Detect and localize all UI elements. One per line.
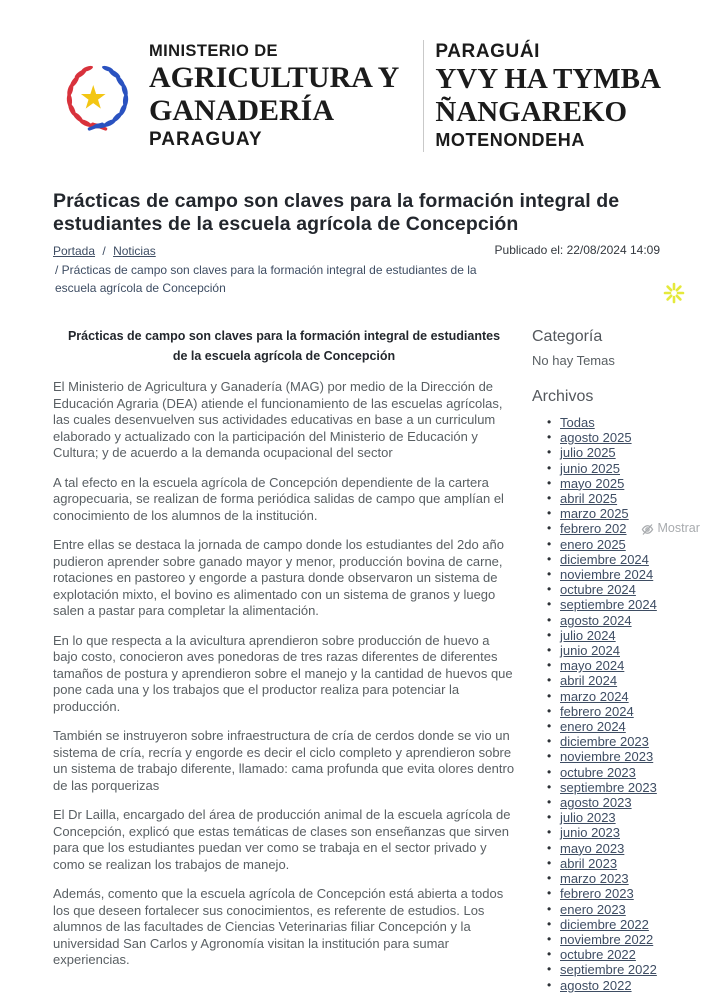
archive-list-item [547, 947, 707, 962]
archive-list-item [547, 491, 707, 506]
archive-link[interactable]: febrero 2023 [560, 886, 634, 902]
article-heading: Prácticas de campo son claves para la formación integral de estudiantes de la escuela agrícola de Concepción [67, 329, 501, 363]
archive-list-item [547, 597, 707, 612]
archive-list-item [547, 567, 707, 582]
archive-list-item [547, 506, 707, 521]
brand-line: PARAGUÁI [435, 41, 541, 63]
breadcrumb-link-noticias[interactable]: Noticias [113, 244, 156, 259]
archive-list-item [547, 430, 707, 445]
archive-list-item [547, 537, 707, 552]
archives-list [547, 415, 707, 993]
archive-list-item [547, 643, 707, 658]
archive-link[interactable]: julio 2025 [560, 445, 616, 461]
laurel-wreath-star-icon [55, 51, 140, 141]
archive-list-item [547, 825, 707, 840]
archive-link[interactable]: mayo 2025 [560, 475, 625, 491]
archive-list-item [547, 552, 707, 567]
article-paragraph: El Ministerio de Agricultura y Ganadería (MAG) por medio de la Dirección de Educación Agraria (DEA) atiende el funcionamiento de las escuelas agrícolas, las cuales desenvuelven sus actividades educativas en base a un curriculum elaborado y actualizado con la participación del Ministerio de Educación y Cultura; y de acuerdo a la demanda ocupacional del sector [53, 379, 503, 460]
archive-link[interactable]: mayo 2024 [560, 658, 625, 674]
archive-link[interactable]: noviembre 2023 [560, 749, 654, 765]
archive-list-item [547, 780, 707, 795]
archive-link[interactable]: abril 2024 [560, 673, 618, 689]
archive-link[interactable]: agosto 2024 [560, 612, 632, 628]
show-hidden-overlay[interactable] [639, 521, 702, 536]
archive-list-item [547, 719, 707, 734]
archive-list-item [547, 582, 707, 597]
header-divider [423, 40, 424, 152]
archive-list-item [547, 841, 707, 856]
archive-list-item [547, 765, 707, 780]
archive-link[interactable]: agosto 2022 [560, 977, 632, 993]
archive-list-item [547, 476, 707, 491]
archive-list-item [547, 902, 707, 917]
archive-link[interactable]: agosto 2025 [560, 430, 632, 446]
archive-list-item [547, 871, 707, 886]
archive-link[interactable]: junio 2023 [560, 825, 620, 841]
archive-link[interactable]: abril 2023 [560, 855, 618, 871]
archive-link[interactable]: noviembre 2022 [560, 931, 654, 947]
archive-link[interactable]: octubre 2023 [560, 764, 636, 780]
site-header [0, 0, 707, 160]
archive-link[interactable]: junio 2025 [560, 460, 620, 476]
archive-list-item [547, 704, 707, 719]
brand-guarani [435, 41, 661, 151]
archive-link[interactable]: mayo 2023 [560, 840, 625, 856]
archive-list-item [547, 521, 707, 536]
archive-link[interactable]: diciembre 2022 [560, 916, 649, 932]
archive-list-item [547, 613, 707, 628]
archive-link[interactable]: diciembre 2024 [560, 551, 649, 567]
archive-link[interactable]: julio 2023 [560, 810, 616, 826]
article-paragraph: Entre ellas se destaca la jornada de campo donde los estudiantes del 2do año pudieron aprender sobre ganado mayor y menor, producción bovina de carne, rotaciones en pastoreo y engorde a pastura donde observaron un sistema de explotación mixto, el bovino es alimentado con un sistema de granos y luego salen a pastar para completar la alimentación. [53, 537, 504, 618]
brand-line: AGRICULTURA Y [149, 60, 400, 94]
archive-list-item [547, 445, 707, 460]
archive-list-item [547, 461, 707, 476]
content-area [53, 298, 707, 993]
archive-list-item [547, 917, 707, 932]
brand-line: YVY HA TYMBA [435, 63, 661, 96]
archives-heading: Archivos [532, 388, 594, 405]
article-body [53, 379, 515, 969]
archive-list-item [547, 962, 707, 977]
archive-list-item [547, 734, 707, 749]
archive-link[interactable]: septiembre 2022 [560, 962, 657, 978]
archive-link[interactable]: marzo 2024 [560, 688, 629, 704]
archive-link[interactable]: diciembre 2023 [560, 734, 649, 750]
archive-link[interactable]: marzo 2025 [560, 506, 629, 522]
archive-link[interactable]: febrero 2024 [560, 703, 634, 719]
archive-list-item [547, 749, 707, 764]
breadcrumb-separator: / [102, 244, 106, 259]
title-block [53, 190, 660, 298]
sidebar [532, 298, 707, 993]
archive-link[interactable]: abril 2025 [560, 491, 618, 507]
show-hidden-label: Mostrar [657, 521, 700, 536]
page-title: Prácticas de campo son claves para la formación integral de estudiantes de la escuela agrícola de Concepción [53, 190, 620, 235]
article-paragraph: El Dr Lailla, encargado del área de producción animal de la escuela agrícola de Concepción, explicó que estas temáticas de clases son enseñanzas que sirven para que los estudiantes puedan ver como se trabaja en el sector privado y como se realizan los trabajos de manejo. [53, 807, 511, 872]
category-heading: Categoría [532, 328, 603, 345]
article-paragraph: Además, comento que la escuela agrícola de Concepción está abierta a todos los que deseen fortalecer sus conocimientos, es referente de estudios. Los alumnos de las facultades de Ciencias Veterinarias filiar Concepción y la universidad San Carlos y Agronomía visitan la institución para sumar experiencias. [53, 886, 504, 967]
archive-list-item [547, 810, 707, 825]
archive-link[interactable]: noviembre 2024 [560, 567, 654, 583]
brand-line: MINISTERIO DE [149, 41, 278, 60]
archive-link[interactable]: julio 2024 [560, 627, 616, 643]
archive-list-item [547, 689, 707, 704]
archive-list-item [547, 978, 707, 993]
archive-link[interactable]: enero 2024 [560, 719, 626, 735]
brand-spanish [149, 42, 399, 151]
archive-list-item [547, 415, 707, 430]
brand-line: PARAGUAY [149, 128, 263, 150]
archive-list-item [547, 628, 707, 643]
archive-link[interactable]: octubre 2022 [560, 947, 636, 963]
star-icon [81, 85, 106, 109]
archive-list-item [547, 673, 707, 688]
article [53, 298, 515, 982]
archive-link[interactable]: enero 2023 [560, 901, 626, 917]
archive-list-item [547, 886, 707, 901]
archive-link[interactable]: febrero 202 [560, 521, 627, 537]
archive-list-item [547, 856, 707, 871]
archive-list-item [547, 932, 707, 947]
published-date: Publicado el: 22/08/2024 14:09 [494, 243, 660, 258]
brand-line: GANADERÍA [149, 93, 335, 127]
archive-link[interactable]: septiembre 2023 [560, 779, 657, 795]
category-empty-text: No hay Temas [532, 353, 615, 368]
archive-list-item [547, 795, 707, 810]
article-paragraph: En lo que respecta a la avicultura aprendieron sobre producción de huevo a bajo costo, conocieron aves ponedoras de tres razas diferentes de diferentes tamaños de postura y aprendieron sobre el manejo y la cantidad de huevos que pone cada una y los trabajos que el productor realiza para potenciar la producción. [53, 632, 513, 714]
archive-list-item [547, 658, 707, 673]
archive-link[interactable]: marzo 2023 [560, 871, 629, 887]
accessibility-widget-icon[interactable] [663, 282, 685, 304]
archive-link[interactable]: septiembre 2024 [560, 597, 657, 613]
breadcrumb [53, 242, 483, 298]
archive-link[interactable]: junio 2024 [560, 643, 620, 659]
article-paragraph: También se instruyeron sobre infraestructura de cría de cerdos donde se vio un sistema de cría, recría y engorde es decir el ciclo completo y aprendieron sobre un sistema de trabajo diferente, llamado: cama profunda que evita olores dentro de las porquerizas [53, 728, 515, 793]
brand-line: ÑANGAREKO [435, 95, 628, 128]
brand-line: MOTENONDEHA [435, 129, 585, 150]
eye-off-icon [641, 523, 654, 536]
article-paragraph: A tal efecto en la escuela agrícola de Concepción dependiente de la cartera agropecuaria, se realizan de forma periódica salidas de campo que amplían el conocimiento de los alumnos de la institución. [53, 474, 504, 523]
archive-link[interactable]: enero 2025 [560, 536, 626, 552]
archive-link[interactable]: agosto 2023 [560, 795, 632, 811]
breadcrumb-link-portada[interactable]: Portada [53, 244, 96, 259]
archive-link[interactable]: octubre 2024 [560, 582, 636, 598]
breadcrumb-current-page: / Prácticas de campo son claves para la formación integral de estudiantes de la escuela agrícola de Concepción [55, 262, 477, 296]
archive-link[interactable]: Todas [560, 415, 595, 430]
ministry-logo[interactable] [55, 51, 140, 141]
